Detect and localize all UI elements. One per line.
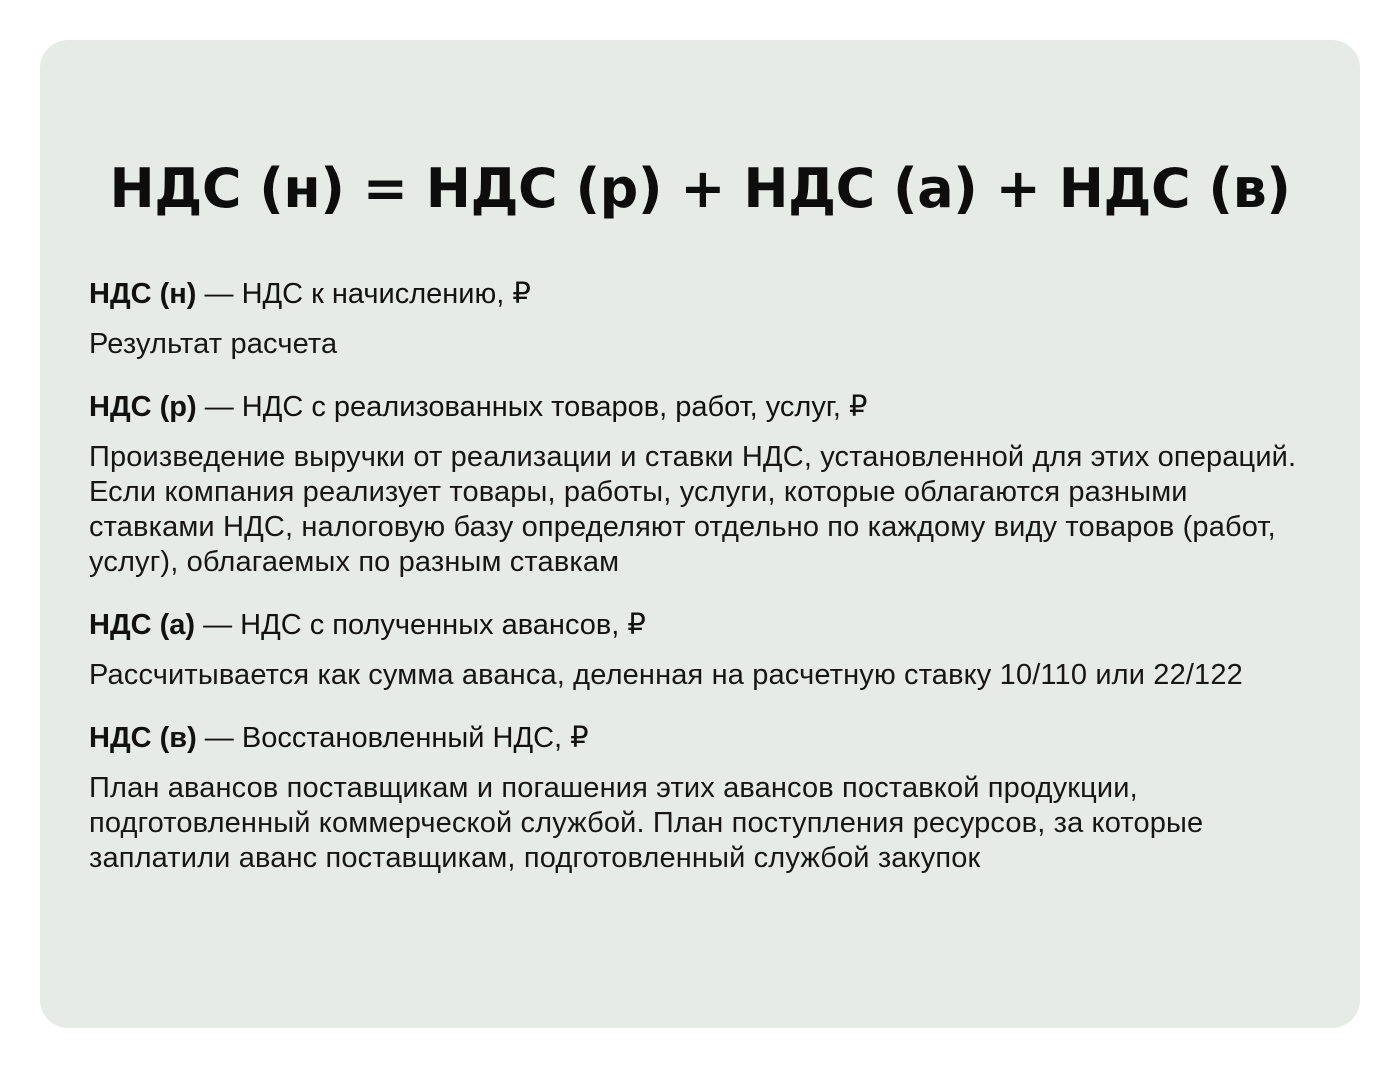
definition-dash: — [196,278,242,310]
definition-term-line [89,607,1319,643]
definition-dash: — [196,391,242,423]
definition-item [89,276,1319,362]
definition-description: План авансов поставщикам и погашения этих авансов поставкой продукции, подготовленный коммерческой службой. План поступления ресурсов, за которые заплатили аванс поставщикам, подготовленный службой закупок [89,772,1204,874]
definition-dash: — [196,722,242,754]
definition-description: Результат расчета [89,328,338,360]
definition-term: НДС (н) [89,278,197,310]
definition-item [89,389,1319,580]
definition-item [89,720,1319,876]
definitions-list [89,276,1319,876]
definition-term-line [89,276,1319,312]
definition-description: Произведение выручки от реализации и ставки НДС, установленной для этих операций. Если компания реализует товары, работы, услуги, которые облагаются разными ставками НДС, налоговую базу определяют отдельно по каждому виду товаров (работ, услуг), облагаемых по разным ставкам [89,441,1297,578]
definition-dash: — [195,609,241,641]
definition-term: НДС (в) [89,722,197,754]
definition-term: НДС (а) [89,609,196,641]
definition-meaning: Восстановленный НДС, ₽ [241,722,589,754]
definition-meaning: НДС к начислению, ₽ [241,278,531,310]
definition-term: НДС (р) [89,391,197,423]
definition-item [89,607,1319,693]
formula-title: НДС (н) = НДС (р) + НДС (а) + НДС (в) [109,157,1291,220]
definition-meaning: НДС с реализованных товаров, работ, услуг, ₽ [241,391,868,423]
definition-term-line [89,720,1319,756]
formula-card [40,40,1360,1028]
definition-meaning: НДС с полученных авансов, ₽ [240,609,646,641]
definition-term-line [89,389,1319,425]
definition-description: Рассчитывается как сумма аванса, деленная на расчетную ставку 10/110 или 22/122 [89,659,1243,691]
